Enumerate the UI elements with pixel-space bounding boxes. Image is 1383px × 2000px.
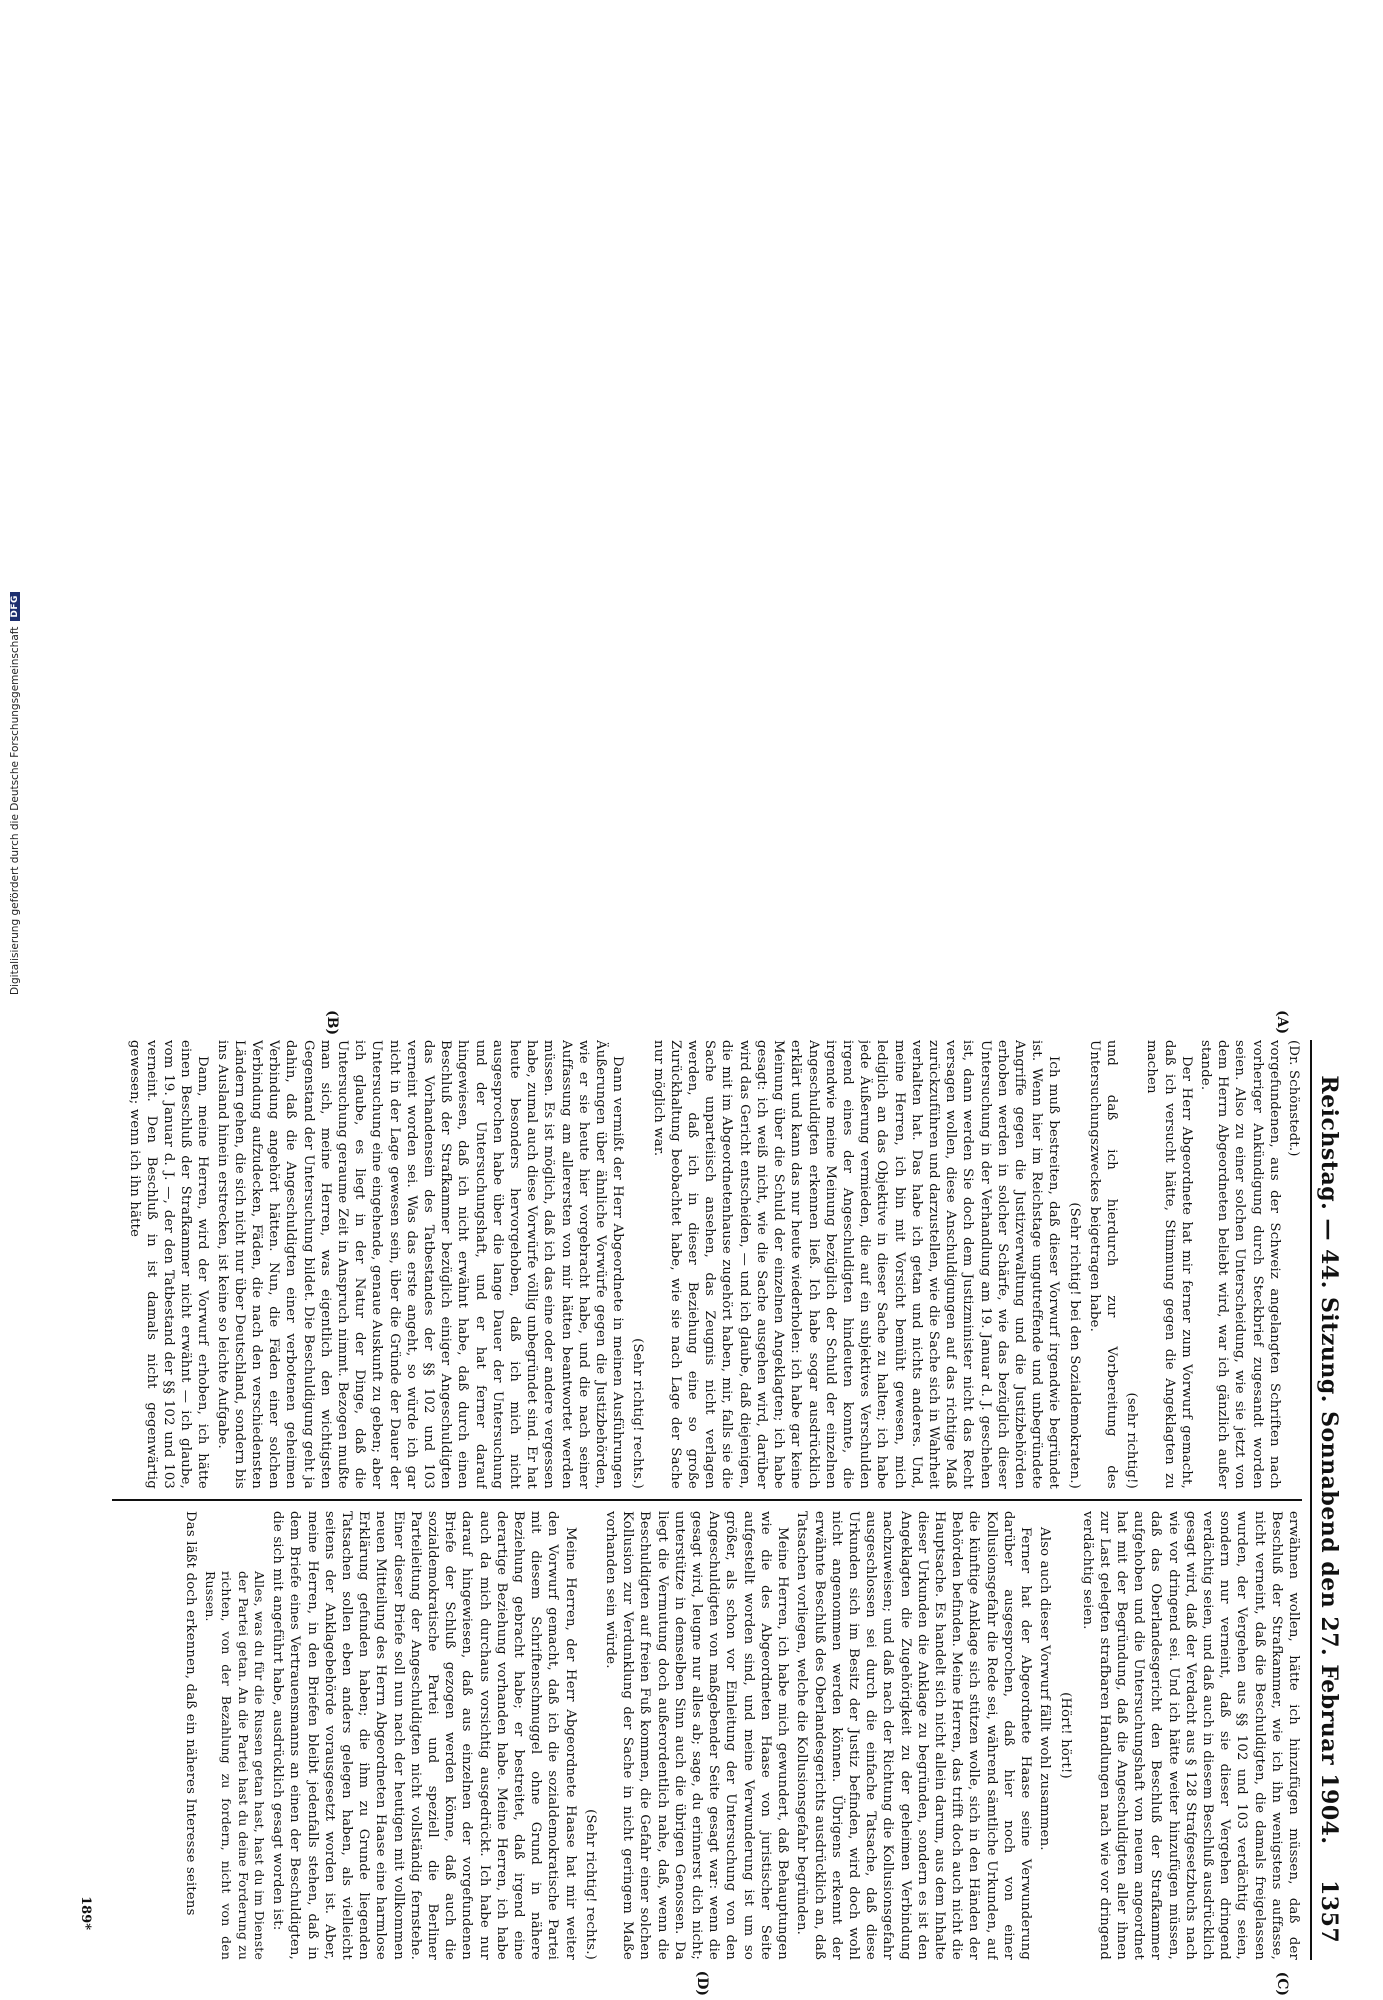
dfg-logo: DFG — [10, 592, 20, 621]
interjection: (Sehr richtig! bei den Sozialdemokraten.) — [1066, 1202, 1082, 1489]
paragraph: Also auch dieser Vorwurf fällt wohl zusammen. — [1037, 1527, 1053, 1851]
right-column — [112, 1511, 1302, 1960]
column-divider — [112, 1499, 1302, 1501]
interjection: (Sehr richtig! rechts.) — [630, 1338, 646, 1489]
block-quote: Alles, was du für die Russen getan hast, hast du im Dienste der Partei getan. An die Partei hast du deine Forderung zu richten, von der Bezahlung zu fordern, nicht von den Russen. — [202, 1571, 268, 1960]
rotated-page — [50, 1000, 1350, 2000]
credit-text: Digitalisierung gefördert durch die Deutsche Forschungsgemeinschaft — [9, 626, 21, 995]
interjection: (Sehr richtig! rechts.) — [582, 1809, 598, 1960]
left-column — [112, 1040, 1302, 1489]
digitization-credit — [8, 15, 22, 995]
paragraph: Ferner hat der Abgeordnete Haase seine Verwunderung darüber ausgesprochen, daß hier noch von einer Kollusionsgefahr die Rede sei, während sämtliche Urkunden, auf die künftige Anklage sich stützen wolle, sich in den Händen der Behörden befinden. Meine Herren, das trifft doch auch nicht die Hauptsache. Es handelt sich nicht allein darum, aus dem Inhalte dieser Urkunden die Anklage zu begründen, sondern es ist den Angeklagten die Zugehörigkeit zu der geheimen Verbindung nachzuweisen; und daß nach der Richtung die Kollusionsgefahr ausgeschlossen sei durch die einfache Tatsache, daß diese Urkunden sich im Besitz der Justiz befinden, wird doch wohl nicht angenommen werden können. Übrigens erkennt der erwähnte Beschluß des Oberlandesgerichts ausdrücklich an, daß Tatsachen vorliegen, welche die Kollusionsgefahr begründen. — [794, 1511, 1033, 1960]
paragraph: erwähnen wollen, hätte ich hinzufügen müssen, daß der Beschluß der Strafkammer, wie ich ihn wenigstens auffasse, nicht verneint, daß die Beschuldigten, die damals freigelassen wurden, der Vergehen aus §§ 102 und 103 verdächtig seien, sondern nur verneint, daß sie dieser Vergehen dringend verdächtig seien, und daß auch in diesem Beschluß ausdrücklich gesagt wird, daß der Verdacht aus § 128 Strafgesetzbuchs nach wie vor dringend sei. Und ich hätte weiter hinzufügen müssen, daß das Oberlandesgericht den Beschluß der Strafkammer aufgehoben und die Untersuchungshaft von neuem angeordnet hat mit der Begründung, daß die Angeschuldigten aller ihnen zur Last gelegten strafbaren Handlungen nach wie vor dringend verdächtig seien. — [1079, 1511, 1301, 1960]
page-content — [50, 1000, 1350, 2000]
margin-mark-a: (A) — [1274, 1010, 1290, 1035]
interjection: (sehr richtig!) — [1124, 1392, 1140, 1489]
paragraph: Das läßt doch erkennen, daß ein näheres Interesse seitens — [183, 1511, 199, 1916]
signature-mark: 189* — [78, 1896, 93, 1930]
paragraph: vorgefundenen, aus der Schweiz angelangten Schriften nach vorheriger Ankündigung durch Steckbrief zugesandt worden seien. Also zu einer solchen Unterscheidung, wie sie jetzt von dem Herrn Abgeordneten beliebt wird, war ich gänzlich außer stande. — [1197, 1040, 1282, 1489]
interjection: (Hört! hört!) — [1058, 1692, 1074, 1779]
paragraph: Dann vermißt der Herr Abgeordnete in meinen Ausführungen Äußerungen über ähnliche Vorwürfe gegen die Justizbehörden, wie er sie heute hier vorgebracht habe, und die nach seiner Auffassung am allerersten von mir hätten beantwortet werden müssen. Es ist möglich, daß ich das eine oder andere vergessen habe, zumal auch diese Vorwürfe völlig unbegründet sind. Er hat heute besonders hervorgehoben, daß ich mich nicht ausgesprochen habe über die lange Dauer der Untersuchung und der Untersuchungshaft, und er hat ferner darauf hingewiesen, daß ich nicht erwähnt habe, daß durch einen Beschluß der Strafkammer bezüglich einiger Angeschuldigten das Vorhandensein des Tatbestandes der §§ 102 und 103 verneint worden sei. Was das erste angeht, so würde ich gar nicht in der Lage gewesen sein, über die Gründe der Dauer der Untersuchung eine eingehende, genaue Auskunft zu geben; aber ich glaube, es liegt in der Natur der Dinge, daß die Untersuchung geraume Zeit in Anspruch nimmt. Bezogen mußte man sich, meine Herren, was eigentlich den wichtigsten Gegenstand der Untersuchung bildet. Die Beschuldigung geht ja dahin, daß die Angeschuldigten einer verbotenen geheimen Verbindung angehört hätten. Nun, die Fäden einer solchen Verbindung aufzudecken, Fäden, die nach den verschiedensten Ländern gehen, die sich nicht nur über Deutschland, sondern bis ins Ausland hinein erstrecken, ist keine so leichte Aufgabe. — [214, 1040, 626, 1489]
paragraph: Der Herr Abgeordnete hat mir ferner zum Vorwurf gemacht, daß ich versucht hätte, Stimmung gegen die Angeklagten zu machen — [1144, 1040, 1194, 1489]
paragraph: Meine Herren, ich habe mich gewundert, daß Behauptungen wie die des Abgeordneten Haase von juristischer Seite aufgestellt worden sind, und meine Verwunderung ist um so größer, als schon vor Einleitung der Untersuchung von den Angeschuldigten von maßgebender Seite gesagt war: wenn die gesagt wird, leugne nur alles ab; sage, du erinnerst dich nicht; unterstütze in demselben Sinn auch die übrigen Genossen. Da liegt die Vermutung doch außerordentlich nahe, daß, wenn die Beschuldigten auf freien Fuß kommen, die Gefahr einer solchen Kollusion zur Verdunklung der Sache in nicht geringem Maße vorhanden sein würde. — [603, 1511, 791, 1960]
paragraph: Meine Herren, der Herr Abgeordnete Haase hat mir weiter den Vorwurf gemacht, daß ich die sozialdemokratische Partei mit diesem Schriftenschmuggel ohne Grund in nähere Beziehung gebracht habe; er bestreitet, daß irgend eine derartige Beziehung vorhanden habe. Meine Herren, ich habe auch da mich durchaus vorsichtig ausgedrückt. Ich habe nur darauf hingewiesen, daß aus einzelnen der vorgefundenen Briefe der Schluß gezogen werden könne, daß auch die sozialdemokratische Partei und speziell die Berliner Parteileitung der Angeschuldigten nicht vollständig fernstehe. Einer dieser Briefe soll nun nach der heutigen mit vollkommen neuen Mitteilung des Herrn Abgeordneten Haase eine harmlose Erklärung gefunden haben; die ihm zu Grunde liegenden Tatsachen sollen eben anders gelegen haben, als vielleicht seitens der Anklagebehörde vorausgesetzt worden ist. Aber, meine Herren, in den Briefen bleibt jedenfalls stehen, daß in dem Briefe eines Vertrauensmanns an einen der Beschuldigten, die sich mit angeführt habe, ausdrücklich gesagt worden ist: — [270, 1511, 578, 1960]
running-header — [1310, 1040, 1346, 1960]
text-columns — [112, 1040, 1302, 1960]
paragraph: Ich muß bestreiten, daß dieser Vorwurf irgendwie begründet ist. Wenn hier im Reichstage ungutreffende und unbegründete Angriffe gegen die Justizverwaltung und die Justizbehörden erhoben werden in solcher Schärfe, wie das bezüglich dieser Untersuchung in der Verhandlung am 19. Januar d. J. geschehen ist, dann werden Sie doch dem Justizminister nicht das Recht versagen wollen, diese Anschuldigungen auf das richtige Maß zurückzuführen und darzustellen, wie die Sache sich in Wahrheit verhalten hat. Das habe ich getan und nichts anderes. Und, meine Herren, ich bin mit Vorsicht bemüht gewesen, mich lediglich an das Objektive in dieser Sache zu halten; ich habe jede Äußerung vermieden, die auf ein subjektives Verschulden irgend eines der Angeschuldigten hindeuten konnte, die irgendwie meine Meinung bezüglich der Schuld der einzelnen Angeschuldigten erkennen ließ. Ich habe sogar ausdrücklich erklärt und kann das nur heute wiederholen: ich habe gar keine Meinung über die Schuld der einzelnen Angeklagten; ich habe gesagt: ich weiß nicht, wie die Sache ausgehen wird, darüber wird das Gericht entscheiden, — und ich glaube, daß diejenigen, die mit im Abgeordnetenhause zugehört haben, mir, falls sie die Sache unparteiisch ansehen, das Zeugnis nicht verlagen werden, daß ich in dieser Beziehung eine so große Zurückhaltung beobachtet habe, wie sie nach Lage der Sache nur möglich war. — [650, 1040, 1062, 1489]
paragraph: Dann, meine Herren, wird der Vorwurf erhoben, ich hätte einen Beschluß der Strafkammer nicht erwähnt — ich glaube, vom 19. Januar d. J. —, der den Tatbestand der §§ 102 und 103 verneint. Den Beschluß in ist damals nicht gegenwärtig gewesen; wenn ich ihn hätte — [126, 1040, 211, 1489]
margin-mark-b: (B) — [324, 1010, 340, 1036]
margin-mark-d: (D) — [694, 1970, 710, 1996]
page-number: 1357 — [1316, 1880, 1342, 1944]
margin-mark-c: (C) — [1274, 1971, 1290, 1996]
header-title: Reichstag. — 44. Sitzung. Sonnabend den 27. Februar 1904. — [1316, 1075, 1342, 1845]
paragraph: und daß ich hierdurch zur Vorbereitung des Untersuchungszweckes beigetragen habe. — [1086, 1040, 1119, 1489]
speaker-label: (Dr. Schönstedt.) — [1286, 1040, 1301, 1157]
